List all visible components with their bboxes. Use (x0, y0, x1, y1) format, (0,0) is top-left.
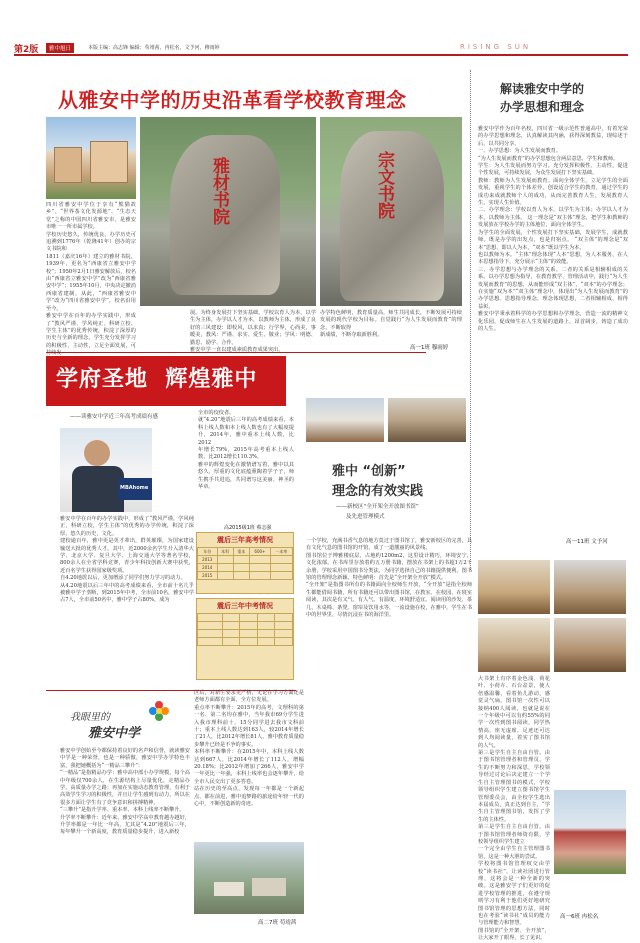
flower-logo-icon (148, 700, 170, 722)
article3-title-2: 理念的有效实践 (332, 484, 424, 499)
reading-room-photo-4 (554, 618, 626, 672)
zongwen-stone-photo (320, 117, 462, 306)
article3-author: 高一6班 冉松名 (560, 914, 599, 920)
article4-title-1: 我眼里的 (70, 712, 110, 723)
article3-subtitle-2: 及先进管理模式 (346, 514, 385, 520)
article3-col1: 一个学校，充满书香气息的地方莫过于图书馆了，雅安新校区的完善，具有文化气息的图书馆的开馆，成了一道靓丽的风景线。 图书馆位于博雅楼底层，占地约1200m2，这里设计精巧，环境安宁，文化浓郁。在书库里存放着约五万册书籍，摆放在书架上的书超1万2千余册，学校采用中国图书分类法，为同学选择自己的书籍提供便利。图书馆的管理理念新颖、特色鲜明：首先是“全开架全开放”模式。 “全开架”是指图书所有的书籍面向全校师生开放，“全开放”是指全校师生都能借阅书籍，所有书籍还可以带出图书馆，在教室、在校园、在寝室阅读，其次是有又气、有人气、有温度，环境舒适宜。阅读用的沙发、茶几、木桌椅、条凳、窗帘及饮用水等，一流设施在校，在雅中，学生在书中的世界里，尽情沉浸在书的海洋里。 (306, 538, 473, 619)
library-photo-2 (388, 398, 466, 442)
yacai-stone-photo (140, 117, 316, 306)
screen-text: MBAhome (120, 485, 149, 491)
school-buildings-photo (46, 117, 136, 199)
article1-col3: 办学特色鲜明，教育质量高，师生共同成长，不断发展可持续发展的现代学校为目标。自觉践行“为人生发展而教育”的理念，不断取得 新成绩，不断夺取新胜利。 (320, 310, 462, 339)
table-cell: 2013 (198, 556, 218, 564)
gaokao-table-grid (197, 547, 293, 580)
table-header: 一本率 (270, 548, 292, 556)
article1-title: 从雅安中学的历史沿革看学校教育理念 (58, 88, 407, 112)
article2-banner (46, 356, 286, 406)
article4-col1: 雅安中学创始至今都保持着良好的名声和信誉，就读雅安中学是一种荣誉，也是一种骄傲，雅安中学办学特色丰富，我把她概括为“一精品三攀升”： “一精品”是指精品办学：雅中高中部小办学规模，每个高中年级仅700余人，在生源结构上尽量优化，走精品办学。高质量办学之路；再加在实施动态教育管理，有利于高效学生学习的积极性，并且让学生感到有动力，所以在很多方面让学生有了竞争意识和拼搏精神。 “三攀升”是指升学率、重本率、本科上线率不断攀升。 升学率不断攀升：近年来，雅安中学高中教育越办越好，升学率都是一年比一年高，尤其是“4.20”地震后三年，每年攀升一个新高度，教育质量稳步提升，进入新校 (60, 748, 190, 836)
zhongkao-table-grid (197, 613, 293, 646)
editors-line: 本版主编：高志锋 编辑：苟靖茜，冉松名，文予河，穆雨婷 (88, 45, 220, 51)
article1-col1: 四川省雅安中学位于享有“熊猫故乡”、“世界茶文化发源地”、“生态天堂”之称的中国四川省雅安市，是雅安市唯一一所市属学校。 学校历史悠久，传统优良，办学历史可追溯到1776年（乾隆41年）创办的宗文书院和 1811（嘉庆16年）建立的雅材书院。1939年，更名为“西康省立雅安中学校”；1950年2月1日雅安解放后，校名由“西康省立雅安中学”改为“西康省雅安中学”；1955年10月，中央决定撤消西康省建制，从此，“西康省雅安中学”改为“四川省雅安中学”，校名沿用至今。 雅安中学在百年的办学实践中，形成了“教风严谨、学风纯正、科研立校、学生主体”的优秀传统，积淀了深厚的历史与全新的理念，学生充分发挥学习的积极性、主动性，立足全面发展，可持续发 (46, 202, 136, 357)
page-header (14, 40, 628, 56)
article4-col2: 区后，对新生要求更严格，无论在学习方面还是老师方面都有全面、全方位发展。 重点率不断攀升：2015年的高考，文理科的第一名、第二名均在雅中，当年我市69分学生进入我市理科前十，15分同学进去我市文科前十；重本上线人数达到163人，较2014年增长了21人，比2012年增长81人，雅中教育质量稳步攀升已经是不争的事实。 本科率不断攀升：在2015年中，本科上线人数达到667人，比2014年增长了112人，增幅20.18%；比2012年增加了266人，雅安中学一年更比一年强，本科上线率也会逐年攀升，给全市人民交出了更多答卷。 站在历史的至高点，发现每一年都是一个新起点，都在前进，雅中追梦路的旅途给年轻一代的心中，不断创造新的奇迹。 (194, 690, 304, 808)
article1-col2: 展。为终身发展打下坚实基础。学校以育人为本，以学生为主体，办学以人才为本，以教师为主体，形成了良好的三风建设：即校风，以求真；行学界，心尚美，事暖美，教风：严谨、求实、爱生、敬业；学风：明德、勤思、励学、合作。 雅安中学一直以建成素质教育成果突出、 (190, 310, 316, 354)
table-header: 本科 (217, 548, 233, 556)
right-article-body: 雅安中学作为百年名校，四川省一级示范性普通高中，有着光荣的办学思想和理念，认真解读其内涵，获得深刻教益，现综述于后，以共同分享。 一、办学思想：为人生发展而教育。 “为人生发展而教育”的办学思想包含两层意思，学生和教师。 学生：为人生发展而努力学习。充分发挥积极性、主动性，促进个性发展，可持续发展，为众生发展打下坚实基础。 教师：教师为人生发展而教育。面向全体学生，立足学生的全面发展，重视学生的个体差异，创设适合学生的教育，通过学生的成功来成就教师个人的成功，从而完善教育人生，发展教育人生，实现人生价值。 二、办学理念：学校以育人为本，以学生为主体；办学以人才为本，以教师为主体。 这一理念是“双主体”理念，把学生和教师的发展放在学校办学的主体地位，面向全体学生。 为学生的全面发展，个性发展打下坚实基础，发展学生，成就教师。既是办学的出发点，也是归宿点。 “双主体”的理念是“双本”思想，即以人为本，“双本”既以学生为本。 也以教师为本。“主体”理念体现“人本”思想，为人本服务，在人本思想指导下，充分展示“主体”的效能。 三、办学思想与办学理念的关系。二者的关系是相辅相成的关系。以办学思想为指导，在教育教学、管理活动中，践行“为人生发展而教育”的思想，从而能形成“双主体”、“双本”的办学理念；在实施“双为本”“双主体”理念中，体现出“为人生发展而教育”的办学思想。思想指导理念，理念体现思想，二者相辅相成、相得益彰。 雅安中学秉承着科学的办学思想和办学理念，营造一流的精神文化乐园，促成师生在人生发展的道路上，昂首阔步，铸造了成功的人生。 (478, 126, 628, 332)
campus-aerial-photo (194, 842, 304, 914)
campus-gate-photo (554, 790, 626, 874)
table-cell: 2015 (198, 572, 218, 580)
zhongkao-table (196, 598, 294, 680)
article2-col2: 全市的佼佼者。 就“4.20”地震后三年的高考成绩来看，本科上线人数和本上线人数也有了大幅度提升，2014年，雅中重本上线人数，比2012 年增长79%，2015年高考重本上线人数，比2012增长110.3%。 雅中的辉煌变化在激情谱写着，雅中以其悠久、厚重的文化底蕴熏陶着学子子，师生携手共进追，共同谱写这美丽、神圣的华章。 (198, 410, 294, 491)
speaker-photo (60, 428, 152, 512)
reading-room-photo-3 (478, 618, 550, 672)
zongwen-inscription: 宗文书院 (374, 151, 394, 219)
page-number: 第2版 (14, 45, 39, 55)
reading-room-photo-2 (554, 560, 626, 614)
table-header: 重本 (233, 548, 249, 556)
reading-room-photo-1 (478, 560, 550, 614)
gaokao-table-title: 震后三年高考情况 (217, 536, 273, 544)
right-article-author: 高一11班 文予河 (566, 539, 608, 545)
gaokao-table (196, 532, 294, 594)
table-header: 年份 (198, 548, 218, 556)
article4-author: 高二7班 苟靖茜 (258, 920, 297, 926)
table-cell: 2014 (198, 564, 218, 572)
yacai-inscription: 雅材书院 (209, 157, 229, 225)
article1-author: 高一1班 穆雨婷 (410, 345, 449, 351)
article2-author: 高2015级1班 蔡志强 (224, 525, 272, 531)
article3-col2: 大书架上有序着金色浅、荷花叶、小荷卉、石台盆景，使人倍感温馨，看着鱼儿游动，感觉灵气扁。图书馆一次性可以接纳400人阅读，也就是说在一个年级中可以有约55%的同学一次性到图书阅读，同学热情高，座无虚席，足迹还可达到人均阅读量，着实了图书馆的人气。 第三是学生自主自由自管。由于图书馆管理者和管理员，学生的不断努力和深思，学校领导经过讨论后决定建立一个学生自主管理图书的模式，学校领导组织学生建立图书馆学生管理委员会，由全校学生选出本届成员，真正达到自主，“学生自主管理图书馆，发挥了学生的主体性。 第三是学生自主自由自管。由于图书馆管理者师资有限，学校领导组织学生建立 一个完全由学生自主管理图书馆，这是一种大胆的尝试。 学校将图书馆管理权交由学校“读书社”，让读社团进行管理，这将会是一种全新的突破。这是雅安学子们更好的促进学校管理的推进，在遵守规则学习有利于他们更好地研究图书馆管理的思想方法，同时也在考验“读书社”成员的能力与管理能力和智慧。 图书馆的“全开架、全开放”，让大家开了眼界，长了见识。 (478, 676, 550, 942)
article2-col1: 雅安中学在百年的办学实践中，形成了“教风严谨，学风纯正，科研立校，学生主体”的优秀的办学传统，积淀了深厚，悠久的历史，文化。 建校逾百年，雅中更是英才辈出，群英璀璨，为国家建设输送大批的优秀人才。其中，近2000余名学生升入清华大学、北京大学、复旦大学、上海交通大学等著名学校，800余人在全省学科竞赛，青少年科技创新大赛中获奖，近百名学生获得国家级奖项。 自4.20地震以后，更加增添了同学们努力学习的动力。 从4.20地震以后三年中的高考成绩来看，全市前十名几乎被雅中学子垄断，到2015年中考，全市前10名，雅安中学占7人，全市前50名中，雅中学子占80%，成为 (60, 516, 194, 604)
masthead: RISING SUN (460, 43, 532, 51)
article3-title-1: 雅中 “创新” (332, 464, 406, 479)
library-photo-1 (306, 398, 384, 442)
section-tag: 雅中旭日 (46, 43, 74, 53)
article2-banner-text: 学府圣地 辉煌雅中 (56, 367, 258, 392)
article4-title-2: 雅安中学 (88, 726, 141, 741)
zhongkao-table-title: 震后三年中考情况 (217, 602, 273, 610)
right-article-title-1: 解读雅安中学的 (500, 82, 585, 96)
article2-subtitle: ——读雅安中学近三年高考成绩有感 (70, 414, 159, 420)
table-header: 600+ (250, 548, 271, 556)
article3-subtitle: ——新校区“全开架全开放图书馆” (336, 504, 419, 510)
right-article-title-2: 办学思想和理念 (500, 100, 585, 114)
